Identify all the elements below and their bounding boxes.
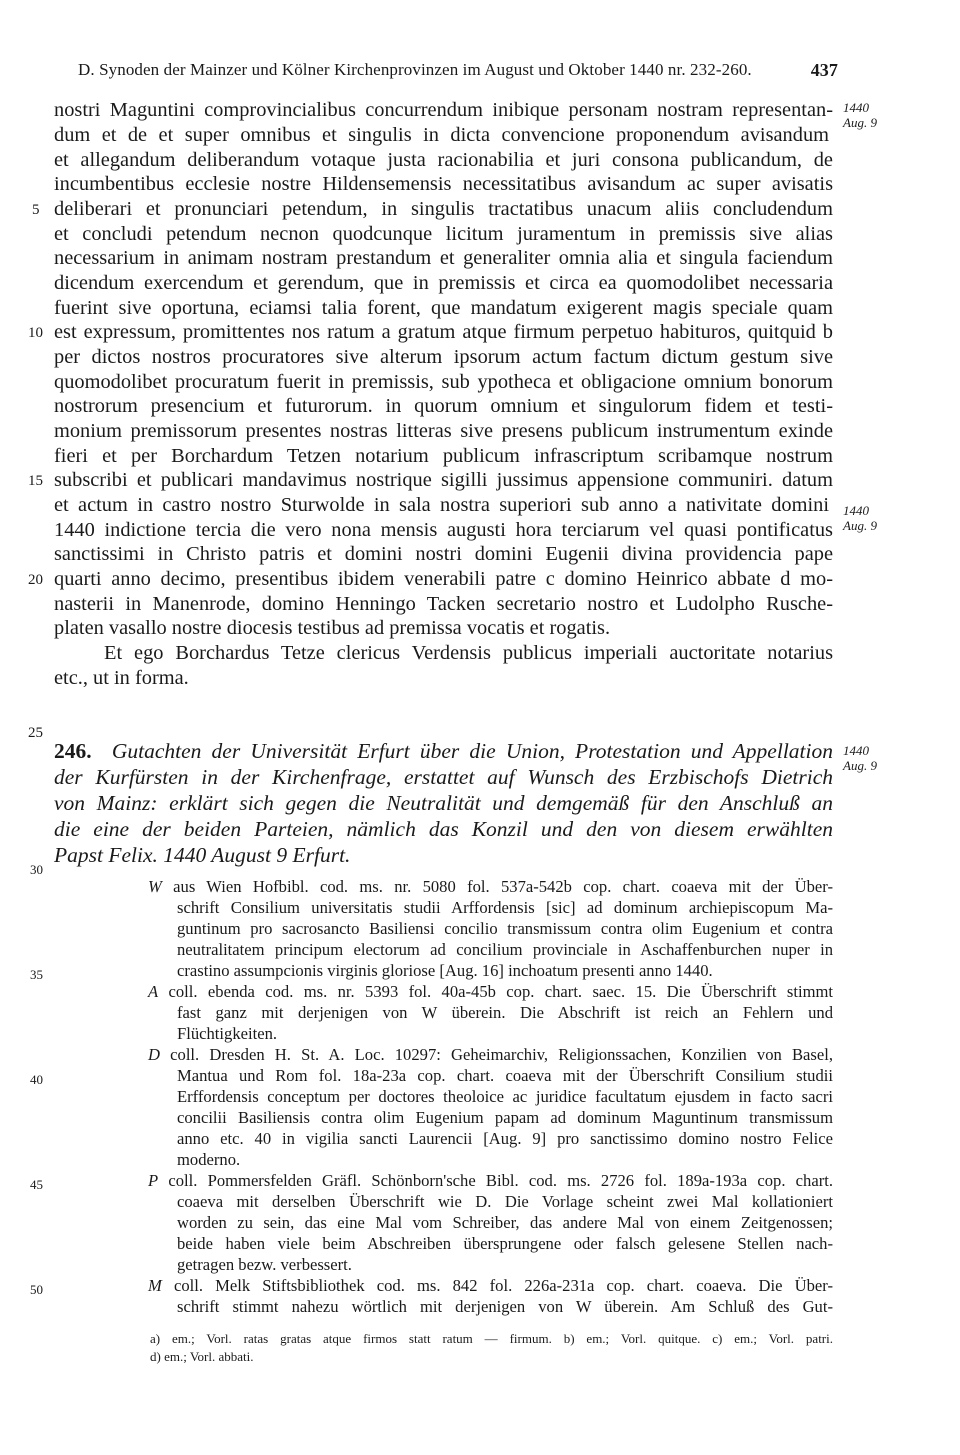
source-siglum: D <box>148 1045 160 1064</box>
text-line: et allegandum deliberandum votaque justa racionabilia et juri consona publicandum, de <box>54 149 833 171</box>
running-head <box>78 60 838 80</box>
document-heading-line: Papst Felix. 1440 August 9 Erfurt. <box>54 843 351 867</box>
line-number: 20 <box>28 572 43 588</box>
text-line: etc., ut in forma. <box>54 667 189 689</box>
source-line: moderno. <box>177 1150 241 1169</box>
line-number: 30 <box>30 862 43 877</box>
source-line <box>148 1170 833 1191</box>
text-line: per dictos nostros procuratores sive alterum ipsorum actum factum dictum gestum sive <box>54 346 833 368</box>
source-line: Erffordensis conceptum per doctores theoloice ac juridice facultatum ejusdem in facto sacri <box>177 1087 833 1106</box>
text-line: nasterii in Manenrode, domino Henningo Tacken secretario nostro et Ludolpho Rusche- <box>54 593 833 615</box>
source-siglum: W <box>148 877 162 896</box>
margin-date-day: Aug. 9 <box>843 758 877 773</box>
text-line: dum et de et super omnibus et singulis in dicta convencione proponendum avisandum <box>54 124 829 146</box>
source-line <box>148 1044 833 1065</box>
source-line: worden zu sein, das eine Mal vom Schreiber, das andere Mal von einem Zeitgenossen; <box>177 1213 833 1232</box>
source-line: schrift stimmt nahezu wörtlich mit derjenigen von W überein. Am Schluß des Gut- <box>177 1297 833 1316</box>
source-line: anno etc. 40 in vigilia sancti Laurencii [Aug. 9] pro sanctissimo domino nostro Felice <box>177 1129 833 1148</box>
line-number: 50 <box>30 1282 43 1297</box>
text-line: Et ego Borchardus Tetze clericus Verdensis publicus imperiali auctoritate notarius <box>104 642 833 664</box>
document-heading-text: Gutachten der Universität Erfurt über die Union, Protestation und Appellation <box>111 739 833 763</box>
footnote-line: d) em.; Vorl. abbati. <box>150 1349 254 1364</box>
source-line: guntinum pro sacrosancto Basiliensi concilio transmissum contra olim Eugenium et contra <box>177 919 833 938</box>
margin-date <box>843 743 877 773</box>
document-heading-line: von Mainz: erklärt sich gegen die Neutralität und demgemäß für den Anschluß an <box>54 791 833 815</box>
text-line: deliberari et pronunciari petendum, in singulis tractatibus unacum aliis concludendum <box>54 198 833 220</box>
line-number: 40 <box>30 1072 43 1087</box>
text-line: et actum in castro nostro Sturwolde in sala nostra superiori sub anno a nativitate domini <box>54 494 829 516</box>
line-number: 10 <box>28 325 43 341</box>
footnote-line: a) em.; Vorl. ratas gratas atque firmos statt ratum — firmum. b) em.; Vorl. quitque. c) em.; Vorl. patri. <box>150 1331 833 1346</box>
source-line: Mantua und Rom fol. 18a-23a cop. chart. coaeva mit der Überschrift Consilium studii <box>177 1066 833 1085</box>
source-line <box>148 981 833 1002</box>
margin-date-year: 1440 <box>843 503 869 518</box>
source-text: coll. ebenda cod. ms. nr. 5393 fol. 40a-45b cop. chart. saec. 15. Die Überschrift stimmt <box>168 982 833 1001</box>
text-line: nostrorum presencium et futurorum. in quorum omnium et singulorum fidem et testi- <box>54 395 833 417</box>
source-line: concilii Basiliensis contra olim Eugenium papam ad dominum Maguntinum transmissum <box>177 1108 833 1127</box>
text-line: et concludi petendum necnon quodcunque licitum juramentum in premissis sive alias <box>54 223 833 245</box>
source-line <box>148 876 833 897</box>
source-line: beide haben viele beim Abschreiben übersprungene oder falsch gelesene Stellen nach- <box>177 1234 833 1253</box>
line-number: 25 <box>28 725 43 741</box>
source-siglum: A <box>148 982 159 1001</box>
margin-date <box>843 503 877 533</box>
document-heading-line <box>54 738 833 764</box>
text-line: sanctissimi in Christo patris et domini nostri domini Eugenii divina providencia pape <box>54 543 833 565</box>
page-number: 437 <box>810 60 838 80</box>
source-siglum: M <box>148 1276 162 1295</box>
source-text: coll. Melk Stiftsbibliothek cod. ms. 842 fol. 226a-231a cop. chart. coaeva. Die Über- <box>173 1276 833 1295</box>
text-line: platen vasallo nostre diocesis testibus ad premissa vocatis et rogatis. <box>54 617 611 639</box>
line-number: 45 <box>30 1177 43 1192</box>
text-line: est expressum, promittentes nos ratum a gratum atque firmum perpetuo habituros, quitquid b <box>54 321 833 343</box>
source-siglum: P <box>148 1171 159 1190</box>
document-heading-line: die eine der beiden Parteien, nämlich das Konzil und den von diesem erwählten <box>54 817 833 841</box>
text-line: necessarium in animam nostram prestandum et generaliter omnia alia et singula faciendum <box>54 247 833 269</box>
margin-date <box>843 100 877 130</box>
source-line: schrift Consilium universitatis studii Arffordensis [sic] ad dominum archiepiscopum Ma- <box>177 898 833 917</box>
text-line: dicendum exercendum et gerendum, que in premissis et circa ea quomodolibet necessaria <box>54 272 833 294</box>
text-line: 1440 indictione tercia die vero nona mensis augusti hora terciarum vel quasi pontificatus <box>54 519 833 541</box>
document-number: 246. <box>54 739 92 763</box>
source-text: aus Wien Hofbibl. cod. ms. nr. 5080 fol. 537a-542b cop. chart. coaeva mit der Über- <box>173 877 833 896</box>
source-line: fast ganz mit derjenigen von W überein. Die Abschrift ist reich an Fehlern und <box>177 1003 833 1022</box>
margin-date-day: Aug. 9 <box>843 115 877 130</box>
line-number: 35 <box>30 967 43 982</box>
margin-date-year: 1440 <box>843 743 869 758</box>
source-text: coll. Dresden H. St. A. Loc. 10297: Geheimarchiv, Religionssachen, Konzilien von Basel, <box>170 1045 833 1064</box>
text-line: quomodolibet procuratum fuerit in premissis, sub ypotheca et obligacione omnium bonorum <box>54 371 833 393</box>
text-line: subscribi et publicari mandavimus nostrique sigilli jussimus appensione communiri. datum <box>54 469 833 491</box>
line-number: 15 <box>28 473 43 489</box>
text-line: incumbentibus ecclesie nostre Hildensemensis necessitatibus avisandum ac super avisatis <box>54 173 833 195</box>
source-line: Flüchtigkeiten. <box>177 1024 278 1043</box>
source-line <box>148 1275 833 1296</box>
source-line: getragen bezw. verbessert. <box>177 1255 352 1274</box>
line-number: 5 <box>32 202 40 218</box>
document-heading-line: der Kurfürsten in der Kirchenfrage, erstattet auf Wunsch des Erzbischofs Dietrich <box>54 765 833 789</box>
text-line: quarti anno decimo, presentibus ibidem venerabili patre c domino Heinrico abbate d mo- <box>54 568 833 590</box>
source-text: coll. Pommersfelden Gräfl. Schönborn'sche Bibl. cod. ms. 2726 fol. 189a-193a cop. chart. <box>168 1171 833 1190</box>
margin-date-day: Aug. 9 <box>843 518 877 533</box>
text-line: fuerint sive oportuna, eciamsi talia forent, que mandatum exigerent magis speciale quam <box>54 297 833 319</box>
text-line: fieri et per Borchardum Tetzen notarium publicum infrascriptum scribamque nostrum <box>54 445 833 467</box>
source-line: coaeva mit derselben Überschrift wie D. Die Vorlage scheint zwei Mal kollationiert <box>177 1192 833 1211</box>
margin-date-year: 1440 <box>843 100 869 115</box>
source-line: neutralitatem principum electorum ad concilium provinciale in Aschaffenburchen nuper in <box>177 940 833 959</box>
source-line: crastino assumpcionis virginis gloriose [Aug. 16] inchoatum presenti anno 1440. <box>177 961 713 980</box>
text-line: nostri Maguntini comprovincialibus concurrendum inibique personam nostram representan- <box>54 99 833 121</box>
text-line: monium premissorum presentes nostras litteras sive presens publicum instrumentum exinde <box>54 420 833 442</box>
running-head-title: D. Synoden der Mainzer und Kölner Kirchenprovinzen im August und Oktober 1440 nr. 232-260. <box>78 60 752 79</box>
